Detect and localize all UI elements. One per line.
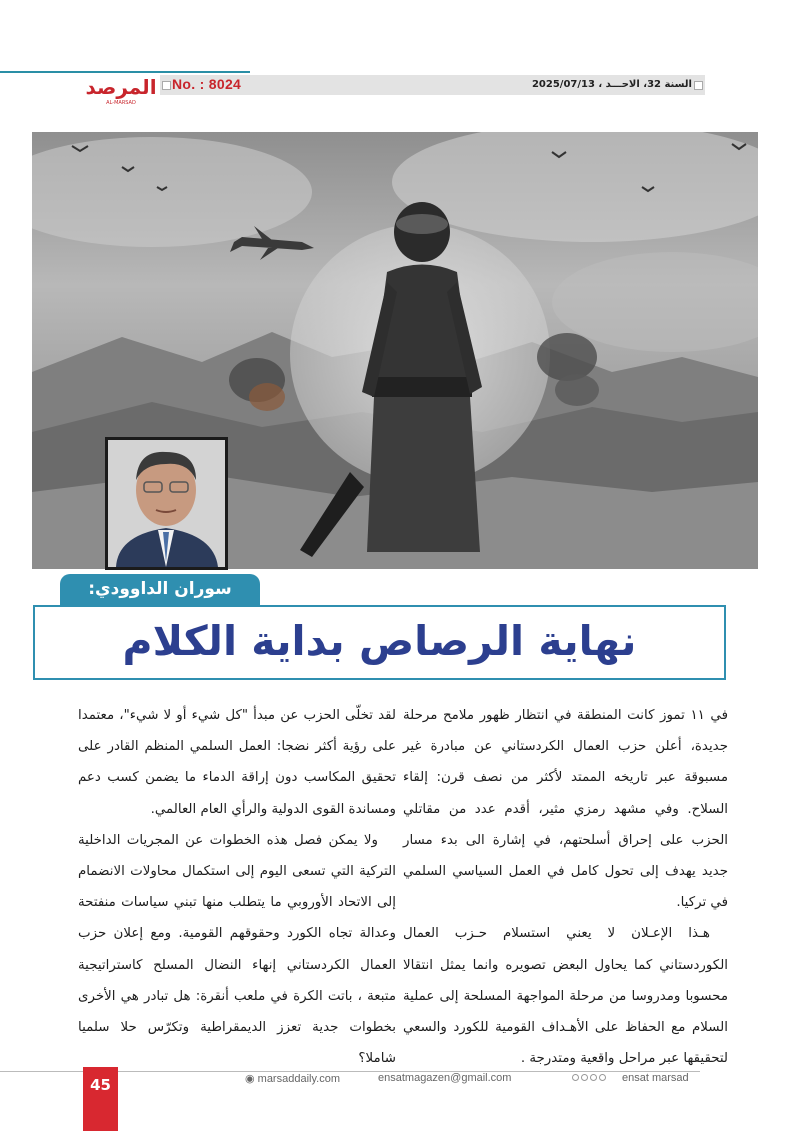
twitter-icon[interactable] — [581, 1074, 588, 1081]
website-text: marsaddaily.com — [257, 1073, 340, 1085]
social-icons — [572, 1074, 606, 1081]
youtube-icon[interactable] — [599, 1074, 606, 1081]
globe-icon: ◉ — [245, 1073, 258, 1085]
article-paragraph: هـذا الإعـلان لا يعني استسلام حـزب العمال الكوردستاني كما يحاول البعض تصويره وانما يمثل انتقالا محسوبا ومدروسا من مرحلة المواجهة المسلحة إلى عملية السلام مع الحفاظ على الأهـداف القومية للكورد والسعي لتحقيقها عبر مراحل واقعية ومتدرجة . — [403, 926, 728, 1067]
email-link[interactable]: ensatmagazen@gmail.com — [378, 1072, 512, 1084]
article-column-left — [78, 700, 396, 1074]
article-paragraph: لقد تخلّى الحزب عن مبدأ "كل شيء أو لا شيء"، معتمدا على رؤية أكثر نضجا: العمل السلمي المنظم القادر على تحقيق المكاسب دون إراقة الدماء ما يضمن كسب دعم ومساندة القوى الدولية والرأي العام العالمي. — [78, 708, 396, 817]
page-number: 45 — [90, 1076, 111, 1094]
instagram-icon[interactable] — [590, 1074, 597, 1081]
social-handle: ensat marsad — [622, 1072, 689, 1084]
logo-subtitle: AL-MARSAD — [106, 100, 136, 106]
bullet-square-icon — [694, 81, 703, 90]
bullet-square-icon — [162, 81, 171, 90]
logo-wordmark: المرصد — [85, 75, 157, 99]
article-paragraph: ولا يمكن فصل هذه الخطوات عن المجريات الداخلية التركية التي تسعى اليوم إلى استكمال محاولات الانضمام إلى الاتحاد الأوروبي ما يتطلب منها تبني سياسات منفتحة وعدالة تجاه الكورد وحقوقهم القومية. ومع إعلان حزب العمال الكردستاني إنهاء النضال المسلح كاستراتيجية متبعة ، باتت الكرة في ملعب أنقرة: هل تبادر هي الأخرى بخطوات جدية تعزز الديمقراطية وتكرّس حلا سلميا شاملا؟ — [78, 832, 396, 1067]
issue-number: No. : 8024 — [172, 76, 242, 92]
article-column-right — [403, 700, 728, 1074]
article-paragraph: في ١١ تموز كانت المنطقة في انتظار ظهور ملامح مرحلة جديدة، أعلن حزب العمال الكردستاني عن مبادرة غير مسبوقة عبر تاريخه الممتد لأكثر من نصف قرن: إلقاء السلاح. وفي مشهد رمزي مثير، أقدم عدد من مقاتلي الحزب على إحراق أسلحتهم، في إشارة الى بدء مسار جديد يهدف إلى تحول كامل في العمل السياسي السلمي في تركيا. — [403, 708, 728, 911]
website-link[interactable] — [245, 1072, 340, 1085]
publication-logo[interactable] — [80, 73, 162, 107]
author-byline: سوران الداوودي: — [60, 574, 260, 605]
facebook-icon[interactable] — [572, 1074, 579, 1081]
title-box — [33, 605, 726, 680]
issue-date-line: السنة 32، الاحـــد ، 2025/07/13 — [531, 79, 692, 90]
article-title: نهاية الرصاص بداية الكلام — [122, 617, 637, 665]
author-photo — [105, 437, 228, 570]
